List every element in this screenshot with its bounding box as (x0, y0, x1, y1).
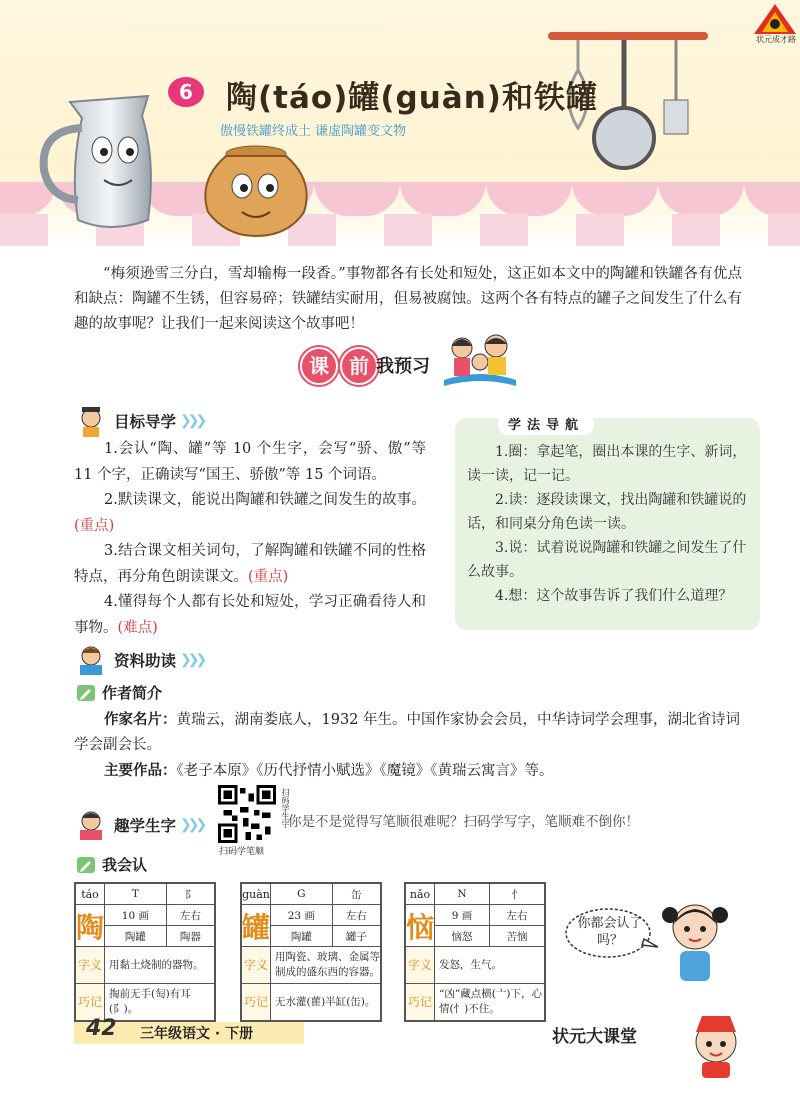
fun-header (74, 808, 203, 842)
goal-item-3: 3.结合课文相关词句，了解陶罐和铁罐不同的性格特点，再分角色朗读课文。(重点) (74, 543, 426, 585)
card-word-2: 罐子 (332, 926, 380, 947)
chevrons-icon: ❯❯❯ (180, 652, 204, 668)
card-meaning: 发怒，生气。 (435, 947, 545, 984)
author-works: 主要作品：《老子本原》《历代抒情小赋选》《魔镜》《黄瑞云寓言》等。 (104, 762, 554, 779)
meaning-label: 字义 (406, 947, 435, 984)
tip-label: 巧记 (76, 984, 105, 1021)
materials-header (74, 643, 203, 677)
clay-pot-illustration (196, 140, 316, 240)
goals-header (74, 404, 203, 438)
qr-side-caption: 扫码学生字 (281, 788, 290, 828)
qr-caption: 扫码学笔顺 (219, 847, 265, 857)
card-radical: 缶 (332, 884, 380, 905)
page-number: 42 (86, 1016, 117, 1041)
card-initial: T (105, 884, 167, 905)
goal-item-1: 1.会认“陶、罐”等 10 个生字，会写“骄、傲”等 11 个字，正确读写“国王、骄傲”等 15 个词语。 (74, 441, 426, 483)
fun-text: 你是不是觉得写笔顺很难呢？扫码学写字，笔顺难不倒你！ (288, 814, 639, 830)
student-icon (74, 404, 108, 438)
pencil-icon (76, 684, 96, 702)
preview-banner (300, 347, 375, 385)
card-pinyin: nǎo (406, 884, 435, 905)
card-meaning: 用黏土烧制的器物。 (105, 947, 215, 984)
method-item-2: 2.读：逐段读课文，找出陶罐和铁罐说的话，和同桌分角色读一读。 (467, 492, 747, 532)
char-card-guan (240, 882, 382, 1022)
recognize-header (76, 854, 147, 875)
card-character: 恼 (406, 905, 435, 947)
preview-char-2: 前 (340, 347, 378, 385)
method-item-3: 3.说：试着说说陶罐和铁罐之间发生了什么故事。 (467, 540, 747, 580)
card-character: 罐 (242, 905, 271, 947)
goal-item-4: 4.懂得每个人都有长处和短处，学习正确看待人和事物。(难点) (74, 594, 426, 636)
card-word-2: 陶器 (166, 926, 214, 947)
card-pinyin: guàn (242, 884, 271, 905)
writing-student-icon (74, 808, 108, 842)
book-name: 三年级语文 · 下册 (140, 1026, 254, 1042)
reading-student-icon (74, 643, 108, 677)
family-reading-illustration (440, 332, 520, 390)
speech-bubble-text: 你都会认了吗？ (577, 916, 643, 948)
card-word-1: 陶罐 (105, 926, 167, 947)
goal-item-2: 2.默读课文，能说出陶罐和铁罐之间发生的故事。(重点) (74, 492, 426, 534)
card-tip: 掏前无手(匋)有耳(阝)。 (105, 984, 215, 1021)
author-header (76, 682, 162, 703)
card-character: 陶 (76, 905, 105, 947)
card-structure: 左右 (490, 905, 545, 926)
card-initial: N (435, 884, 490, 905)
meaning-label: 字义 (76, 947, 105, 984)
card-word-1: 陶罐 (271, 926, 333, 947)
card-pinyin: táo (76, 884, 105, 905)
mascot-illustration (680, 1008, 752, 1080)
char-card-nao (404, 882, 546, 1022)
intro-paragraph: “梅须逊雪三分白，雪却输梅一段香。”事物都各有长处和短处，这正如本文中的陶罐和铁罐各有优点和缺点：陶罐不生锈，但容易碎；铁罐结实耐用，但易被腐蚀。这两个各有特点的罐子之间发生了什么有趣的故事呢？让我们一起来阅读这个故事吧！ (74, 266, 742, 332)
card-strokes: 10 画 (105, 905, 167, 926)
goals-title: 目标导学 (114, 413, 177, 431)
author-profile: 作家名片：黄瑞云，湖南娄底人，1932 年生。中国作家协会会员，中华诗词学会理事，湖北省诗词学会副会长。 (74, 711, 741, 753)
card-word-1: 恼怒 (435, 926, 490, 947)
fun-title: 趣学生字 (114, 817, 177, 835)
card-word-2: 苦恼 (490, 926, 545, 947)
qr-code[interactable] (218, 785, 276, 843)
card-initial: G (271, 884, 333, 905)
card-tip: “凶”藏点横(亠)下，心情(忄)不住。 (435, 984, 545, 1021)
iron-pot-illustration (30, 80, 170, 240)
preview-label: 我预习 (376, 356, 430, 377)
lesson-title: 陶(táo)罐(guàn)和铁罐 (226, 80, 598, 116)
pencil-icon (76, 856, 96, 874)
card-strokes: 9 画 (435, 905, 490, 926)
tip-label: 巧记 (406, 984, 435, 1021)
char-card-tao (74, 882, 216, 1022)
publisher-logo-text: 状元成才路 (756, 35, 796, 44)
card-structure: 左右 (332, 905, 380, 926)
chevrons-icon: ❯❯❯ (180, 413, 204, 429)
card-structure: 左右 (166, 905, 214, 926)
preview-char-1: 课 (300, 347, 338, 385)
card-radical: 忄 (490, 884, 545, 905)
tip-label: 巧记 (242, 984, 271, 1021)
method-item-4: 4.想：这个故事告诉了我们什么道理？ (495, 588, 733, 604)
author-title: 作者简介 (102, 684, 163, 702)
method-item-1: 1.圈：拿起笔，圈出本课的生字、新词，读一读，记一记。 (467, 444, 747, 484)
card-radical: 阝 (166, 884, 214, 905)
card-tip: 无水灌(雚)半缸(缶)。 (271, 984, 381, 1021)
materials-title: 资料助读 (114, 652, 177, 670)
card-meaning: 用陶瓷、玻璃、金属等制成的盛东西的容器。 (271, 947, 381, 984)
card-strokes: 23 画 (271, 905, 333, 926)
chevrons-icon: ❯❯❯ (180, 817, 204, 833)
recognize-title: 我会认 (102, 856, 148, 874)
lesson-number-badge: 6 (168, 77, 204, 107)
lesson-subtitle: 傲慢铁罐终成土 谦虚陶罐变文物 (220, 124, 407, 139)
method-title: 学法导航 (498, 412, 594, 435)
meaning-label: 字义 (242, 947, 271, 984)
girl-illustration (660, 895, 730, 985)
series-name: 状元大课堂 (552, 1027, 637, 1047)
